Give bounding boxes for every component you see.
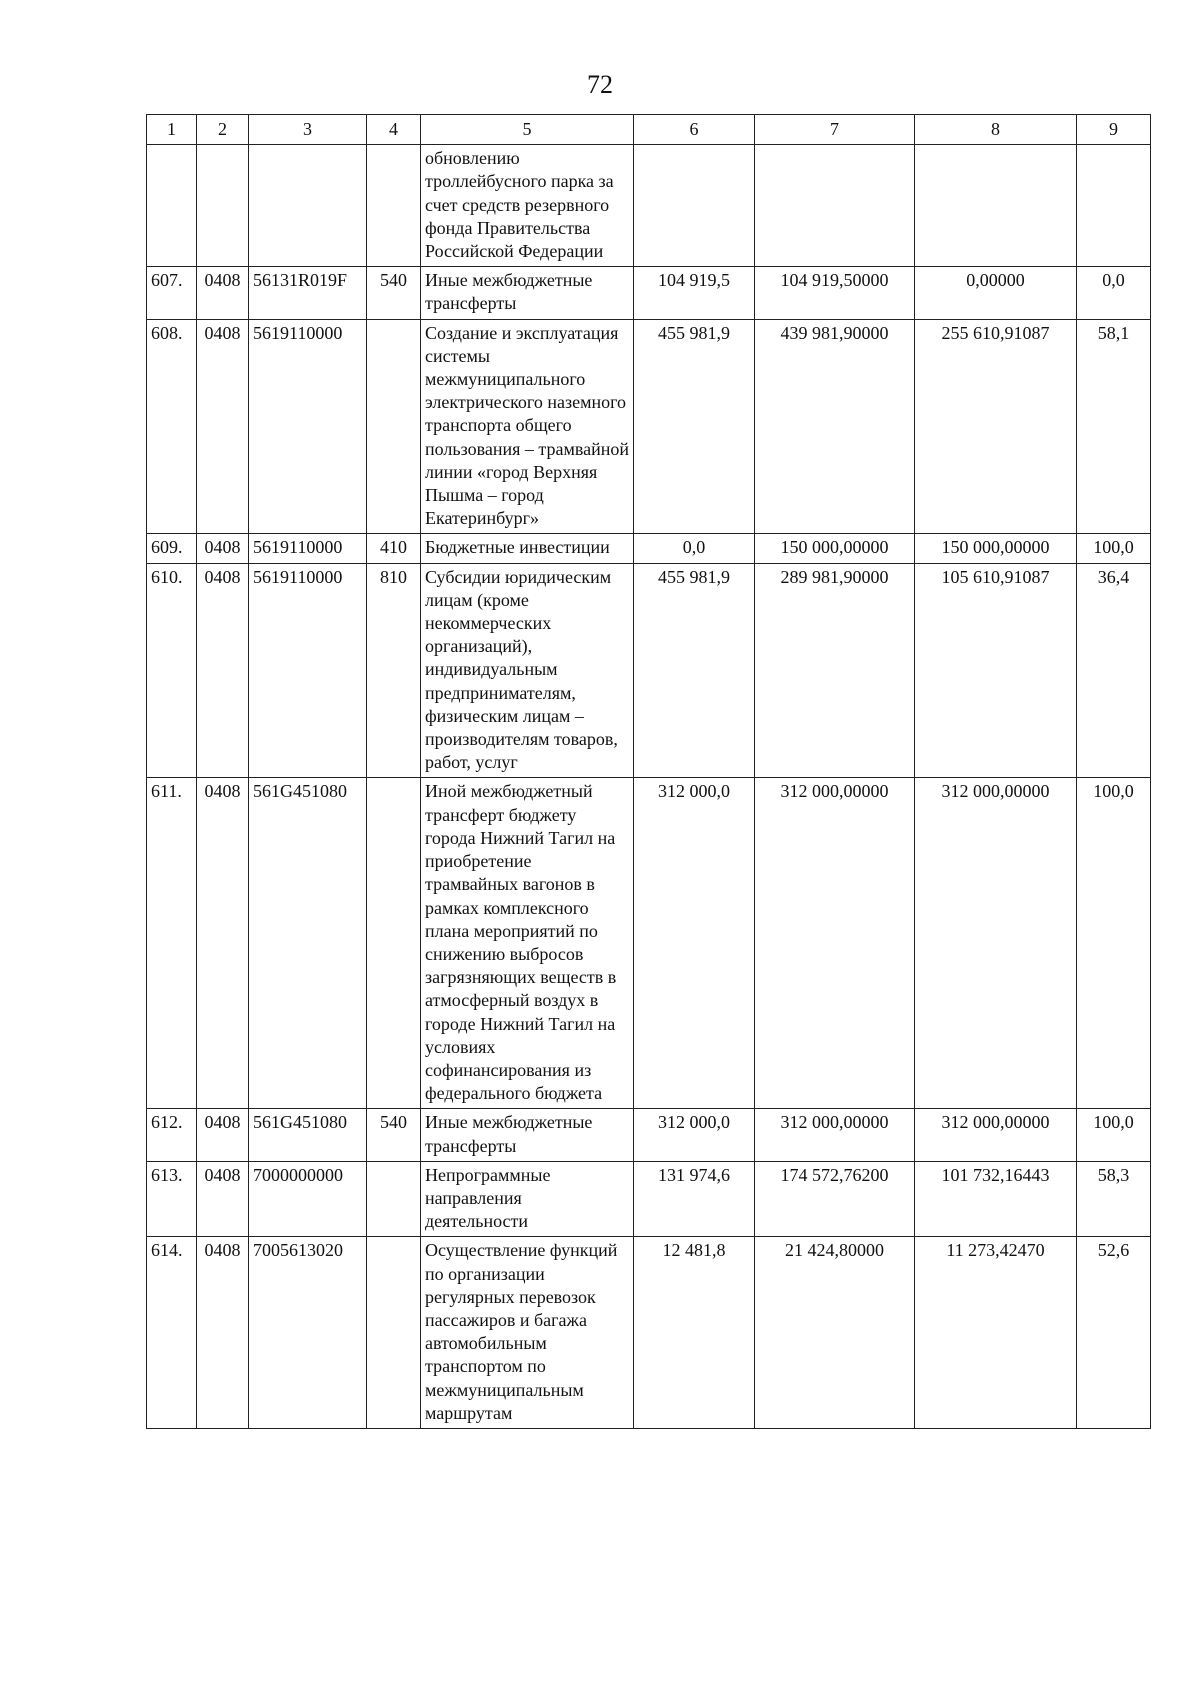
expense-type: 810 [367, 563, 421, 778]
table-row [147, 319, 1151, 534]
target-code: 561G451080 [249, 1109, 367, 1161]
row-number: 613. [147, 1161, 197, 1237]
refined-amount: 21 424,80000 [755, 1237, 915, 1429]
row-number [147, 145, 197, 267]
target-code: 56131R019F [249, 267, 367, 319]
expense-type [367, 145, 421, 267]
executed-amount: 150 000,00000 [915, 534, 1077, 563]
execution-percent: 100,0 [1077, 778, 1151, 1109]
refined-amount: 289 981,90000 [755, 563, 915, 778]
execution-percent: 58,3 [1077, 1161, 1151, 1237]
target-code [249, 145, 367, 267]
target-code: 5619110000 [249, 534, 367, 563]
plan-amount [634, 145, 755, 267]
target-code: 5619110000 [249, 319, 367, 534]
table-row [147, 1237, 1151, 1429]
section-code: 0408 [197, 778, 249, 1109]
execution-percent [1077, 145, 1151, 267]
row-number: 607. [147, 267, 197, 319]
execution-percent: 0,0 [1077, 267, 1151, 319]
row-number: 609. [147, 534, 197, 563]
plan-amount: 455 981,9 [634, 563, 755, 778]
execution-percent: 52,6 [1077, 1237, 1151, 1429]
table-row [147, 778, 1151, 1109]
plan-amount: 312 000,0 [634, 1109, 755, 1161]
plan-amount: 131 974,6 [634, 1161, 755, 1237]
expense-type: 410 [367, 534, 421, 563]
column-header: 2 [197, 115, 249, 145]
item-name: Бюджетные инвестиции [421, 534, 634, 563]
refined-amount: 439 981,90000 [755, 319, 915, 534]
column-header: 9 [1077, 115, 1151, 145]
executed-amount: 312 000,00000 [915, 1109, 1077, 1161]
section-code: 0408 [197, 1161, 249, 1237]
item-name: Субсидии юридическим лицам (кроме некоммерческих организаций), индивидуальным предпринимателям, физическим лицам – производителям товаров, работ, услуг [421, 563, 634, 778]
item-name: Непрограммные направления деятельности [421, 1161, 634, 1237]
table-row [147, 267, 1151, 319]
section-code: 0408 [197, 1237, 249, 1429]
refined-amount: 150 000,00000 [755, 534, 915, 563]
executed-amount: 255 610,91087 [915, 319, 1077, 534]
item-name: Осуществление функций по организации регулярных перевозок пассажиров и багажа автомобильным транспортом по межмуниципальным маршрутам [421, 1237, 634, 1429]
column-header: 5 [421, 115, 634, 145]
refined-amount: 104 919,50000 [755, 267, 915, 319]
row-number: 610. [147, 563, 197, 778]
refined-amount: 312 000,00000 [755, 1109, 915, 1161]
section-code: 0408 [197, 267, 249, 319]
expense-type: 540 [367, 1109, 421, 1161]
table-row [147, 1109, 1151, 1161]
budget-table [146, 114, 1151, 1429]
refined-amount [755, 145, 915, 267]
refined-amount: 312 000,00000 [755, 778, 915, 1109]
section-code: 0408 [197, 563, 249, 778]
target-code: 561G451080 [249, 778, 367, 1109]
section-code [197, 145, 249, 267]
section-code: 0408 [197, 1109, 249, 1161]
executed-amount: 11 273,42470 [915, 1237, 1077, 1429]
row-number: 612. [147, 1109, 197, 1161]
section-code: 0408 [197, 534, 249, 563]
table-row [147, 534, 1151, 563]
item-name: Создание и эксплуатация системы межмуниципального электрического наземного транспорта общего пользования – трамвайной линии «город Верхняя Пышма – город Екатеринбург» [421, 319, 634, 534]
executed-amount: 105 610,91087 [915, 563, 1077, 778]
expense-type [367, 1161, 421, 1237]
column-header: 4 [367, 115, 421, 145]
header-row [147, 115, 1151, 145]
column-header: 3 [249, 115, 367, 145]
plan-amount: 12 481,8 [634, 1237, 755, 1429]
item-name: обновлению троллейбусного парка за счет средств резервного фонда Правительства Российской Федерации [421, 145, 634, 267]
page-number: 72 [587, 70, 613, 99]
plan-amount: 312 000,0 [634, 778, 755, 1109]
executed-amount [915, 145, 1077, 267]
executed-amount: 0,00000 [915, 267, 1077, 319]
item-name: Иной межбюджетный трансферт бюджету города Нижний Тагил на приобретение трамвайных вагонов в рамках комплексного плана мероприятий по снижению выбросов загрязняющих веществ в атмосферный воздух в городе Нижний Тагил на условиях софинансирования из федерального бюджета [421, 778, 634, 1109]
executed-amount: 101 732,16443 [915, 1161, 1077, 1237]
plan-amount: 455 981,9 [634, 319, 755, 534]
item-name: Иные межбюджетные трансферты [421, 267, 634, 319]
column-header: 8 [915, 115, 1077, 145]
column-header: 7 [755, 115, 915, 145]
executed-amount: 312 000,00000 [915, 778, 1077, 1109]
expense-type [367, 319, 421, 534]
table-row [147, 563, 1151, 778]
target-code: 7000000000 [249, 1161, 367, 1237]
item-name: Иные межбюджетные трансферты [421, 1109, 634, 1161]
expense-type [367, 1237, 421, 1429]
expense-type [367, 778, 421, 1109]
expense-type: 540 [367, 267, 421, 319]
table-row [147, 145, 1151, 267]
table-row [147, 1161, 1151, 1237]
execution-percent: 100,0 [1077, 534, 1151, 563]
plan-amount: 0,0 [634, 534, 755, 563]
section-code: 0408 [197, 319, 249, 534]
row-number: 614. [147, 1237, 197, 1429]
execution-percent: 100,0 [1077, 1109, 1151, 1161]
execution-percent: 36,4 [1077, 563, 1151, 778]
column-header: 6 [634, 115, 755, 145]
row-number: 611. [147, 778, 197, 1109]
refined-amount: 174 572,76200 [755, 1161, 915, 1237]
target-code: 5619110000 [249, 563, 367, 778]
plan-amount: 104 919,5 [634, 267, 755, 319]
column-header: 1 [147, 115, 197, 145]
target-code: 7005613020 [249, 1237, 367, 1429]
execution-percent: 58,1 [1077, 319, 1151, 534]
row-number: 608. [147, 319, 197, 534]
